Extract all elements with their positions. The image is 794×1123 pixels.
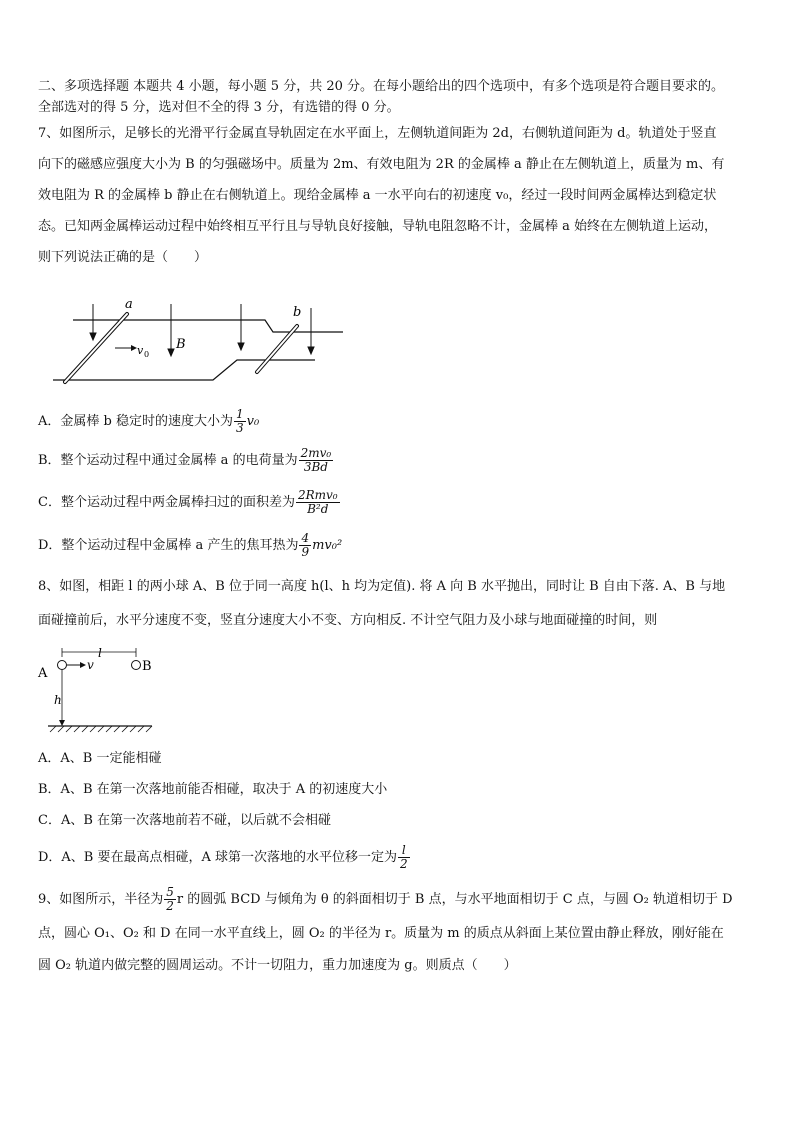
q7-option-c[interactable]	[38, 489, 341, 516]
q9-line-2: 点，圆心 O₁、O₂ 和 D 在同一水平直线上，圆 O₂ 的半径为 r。质量为 m 的质点从斜面上某位置由静止释放，刚好能在	[38, 926, 724, 941]
q7-option-a-text: A．金属棒 b 稳定时的速度大小为	[38, 414, 233, 429]
q7-option-d-tail: mv₀²	[312, 538, 343, 553]
v0-subscript: 0	[144, 350, 150, 359]
height-h-label: h	[54, 693, 62, 707]
q7-option-b-fraction: $\frac{\text{2mv₀}}{3Bd}$	[300, 446, 332, 474]
section-heading: 二、多项选择题 本题共 4 小题，每小题 5 分，共 20 分。在每小题给出的四个选项中，有多个选项是符合题目要求的。	[38, 79, 725, 94]
q7-option-d-fraction: $\frac{4}{9}$	[301, 531, 310, 559]
q8-option-a[interactable]: A．A、B 一定能相碰	[38, 751, 162, 766]
ball-A-label: A	[38, 666, 48, 681]
q9-line-1: 9、如图所示，半径为 $\frac{5}{2}$ r 的圆弧 BCD 与倾角为 θ 的斜面相切于 B 点，与水平地面相切于 C 点，与圆 O₂ 轨道相切于 D	[38, 885, 733, 913]
q9-radius-fraction: $\frac{5}{2}$	[166, 885, 174, 913]
q7-option-d[interactable]	[38, 532, 342, 559]
q8-line-1: 8、如图，相距 l 的两小球 A、B 位于同一高度 h(l、h 均为定值). 将 A 向 B 水平抛出，同时让 B 自由下落. A、B 与地	[38, 579, 726, 594]
q8-ball-diagram	[36, 646, 166, 736]
q9-line-3: 圆 O₂ 轨道内做完整的圆周运动。不计一切阻力，重力加速度为 g。则质点（ ）	[38, 958, 517, 973]
v0-label: v	[137, 344, 144, 357]
q8-option-b[interactable]: B．A、B 在第一次落地前能否相碰，取决于 A 的初速度大小	[38, 782, 388, 797]
q7-line-1: 7、如图所示，足够长的光滑平行金属直导轨固定在水平面上，左侧轨道间距为 2d，右侧轨道间距为 d。轨道处于竖直	[38, 126, 717, 141]
q7-rail-diagram	[45, 296, 355, 388]
q7-line-5: 则下列说法正确的是（ ）	[38, 250, 208, 265]
rod-b-label: b	[293, 305, 302, 320]
q8-option-d[interactable]	[38, 844, 411, 871]
q7-option-c-text: C．整个运动过程中两金属棒扫过的面积差为	[38, 495, 295, 510]
q7-line-3: 效电阻为 R 的金属棒 b 静止在右侧轨道上。现给金属棒 a 一水平向右的初速度 v₀，经过一段时间两金属棒达到稳定状	[38, 188, 717, 203]
q7-line-4: 态。已知两金属棒运动过程中始终相互平行且与导轨良好接触，导轨电阻忽略不计，金属棒 a 始终在左侧轨道上运动，	[38, 219, 718, 234]
q8-option-c[interactable]: C．A、B 在第一次落地前若不碰，以后就不会相碰	[38, 813, 332, 828]
field-B-label: B	[176, 337, 186, 352]
section-instructions: 全部选对的得 5 分，选对但不全的得 3 分，有选错的得 0 分。	[38, 100, 400, 115]
q7-option-a-fraction: $\frac{1}{3}$	[235, 407, 244, 435]
q7-option-d-text: D．整个运动过程中金属棒 a 产生的焦耳热为	[38, 538, 299, 553]
velocity-v-label: v	[87, 658, 94, 672]
q7-option-b[interactable]	[38, 447, 334, 474]
q7-option-c-fraction: $\frac{\text{2Rmv₀}}{\text{B²d}}$	[297, 488, 338, 516]
q7-option-a-tail: v₀	[246, 414, 260, 429]
q7-option-a[interactable]	[38, 408, 259, 435]
distance-l-label: l	[98, 646, 102, 660]
rod-a-label: a	[125, 297, 133, 312]
q7-line-2: 向下的磁感应强度大小为 B 的匀强磁场中。质量为 2m、有效电阻为 2R 的金属棒 a 静止在左侧轨道上，质量为 m、有	[38, 157, 725, 172]
ball-B-label: B	[142, 659, 152, 674]
q7-option-b-text: B．整个运动过程中通过金属棒 a 的电荷量为	[38, 453, 298, 468]
q8-option-d-text: D．A、B 要在最高点相碰，A 球第一次落地的水平位移一定为	[38, 850, 398, 865]
q8-option-d-fraction: $\frac{l}{2}$	[400, 843, 408, 871]
q8-line-2: 面碰撞前后，水平分速度不变，竖直分速度大小不变、方向相反. 不计空气阻力及小球与地面碰撞的时间，则	[38, 613, 658, 628]
